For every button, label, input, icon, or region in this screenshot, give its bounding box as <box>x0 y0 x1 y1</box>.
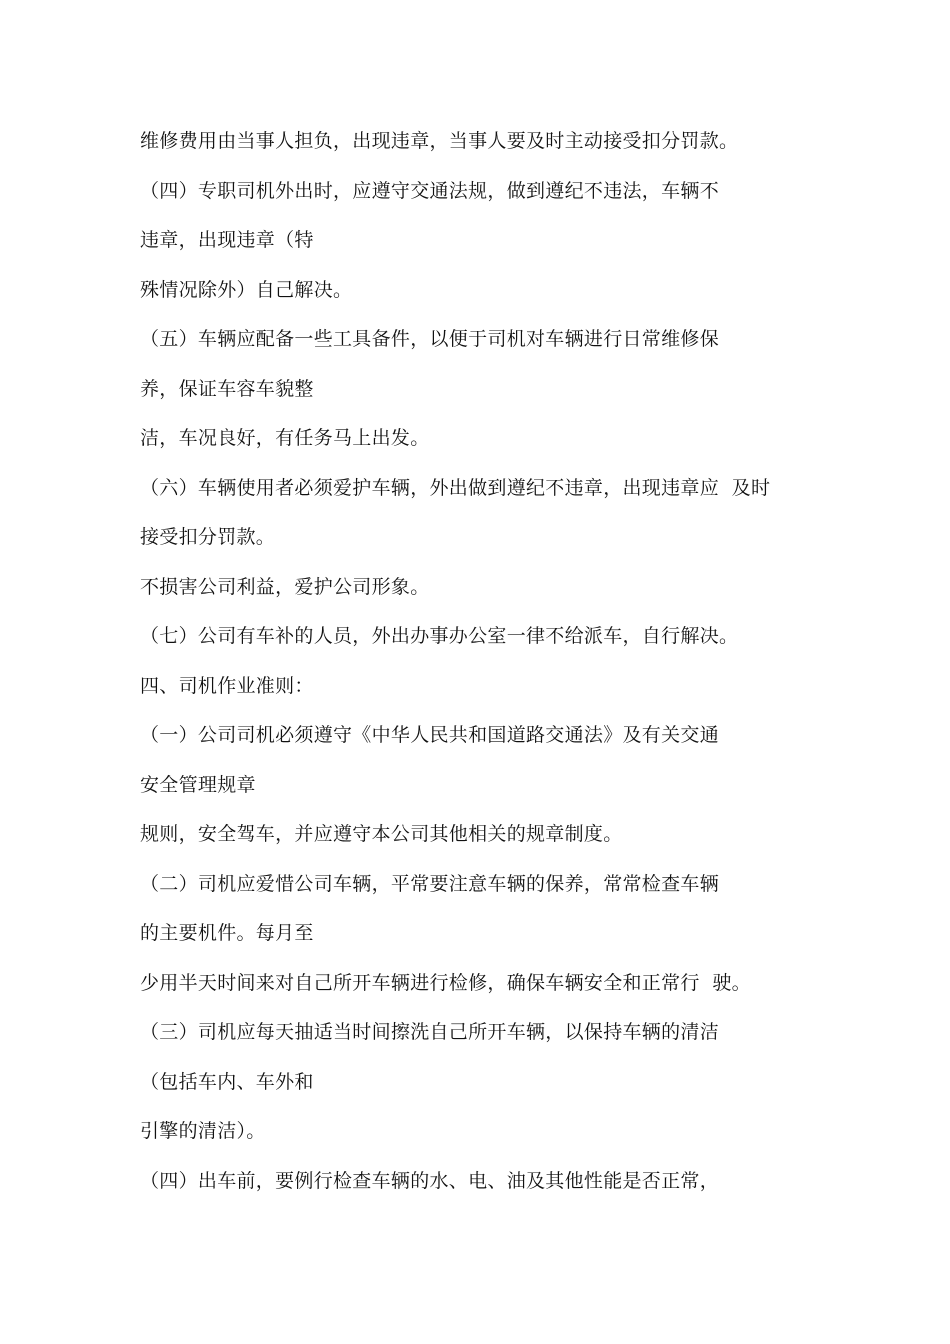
text-line: 规则，安全驾车，并应遵守本公司其他相关的规章制度。 <box>140 823 623 845</box>
text-line: （一）公司司机必须遵守《中华人民共和国道路交通法》及有关交通 <box>140 724 720 746</box>
text-line: （七）公司有车补的人员，外出办事办公室一律不给派车，自行解决。 <box>140 625 739 647</box>
text-line: （包括车内、车外和 <box>140 1071 314 1093</box>
text-line: 养，保证车容车貌整 <box>140 378 314 400</box>
text-line: 引擎的清洁）。 <box>140 1120 266 1142</box>
text-line: 少用半天时间来对自己所开车辆进行检修，确保车辆安全和正常行 驶。 <box>140 972 751 994</box>
section-heading: 四、司机作业准则： <box>140 675 314 697</box>
text-line: （三）司机应每天抽适当时间擦洗自己所开车辆，以保持车辆的清洁 <box>140 1021 720 1043</box>
text-line: 洁，车况良好，有任务马上出发。 <box>140 427 430 449</box>
text-line: （四）出车前，要例行检查车辆的水、电、油及其他性能是否正常， <box>140 1170 720 1192</box>
text-line: （四）专职司机外出时，应遵守交通法规，做到遵纪不违法，车辆不 <box>140 180 720 202</box>
text-line: （二）司机应爱惜公司车辆，平常要注意车辆的保养，常常检查车辆 <box>140 873 720 895</box>
text-line: 殊情况除外）自己解决。 <box>140 279 353 301</box>
text-line: 的主要机件。每月至 <box>140 922 314 944</box>
text-line: 不损害公司利益，爱护公司形象。 <box>140 576 430 598</box>
text-line: 违章，出现违章（特 <box>140 229 314 251</box>
text-line: （六）车辆使用者必须爱护车辆，外出做到遵纪不违章，出现违章应 及时 <box>140 477 771 499</box>
text-line: 安全管理规章 <box>140 774 256 796</box>
text-line: （五）车辆应配备一些工具备件，以便于司机对车辆进行日常维修保 <box>140 328 720 350</box>
text-line: 接受扣分罚款。 <box>140 526 276 548</box>
text-line: 维修费用由当事人担负，出现违章，当事人要及时主动接受扣分罚款。 <box>140 130 739 152</box>
